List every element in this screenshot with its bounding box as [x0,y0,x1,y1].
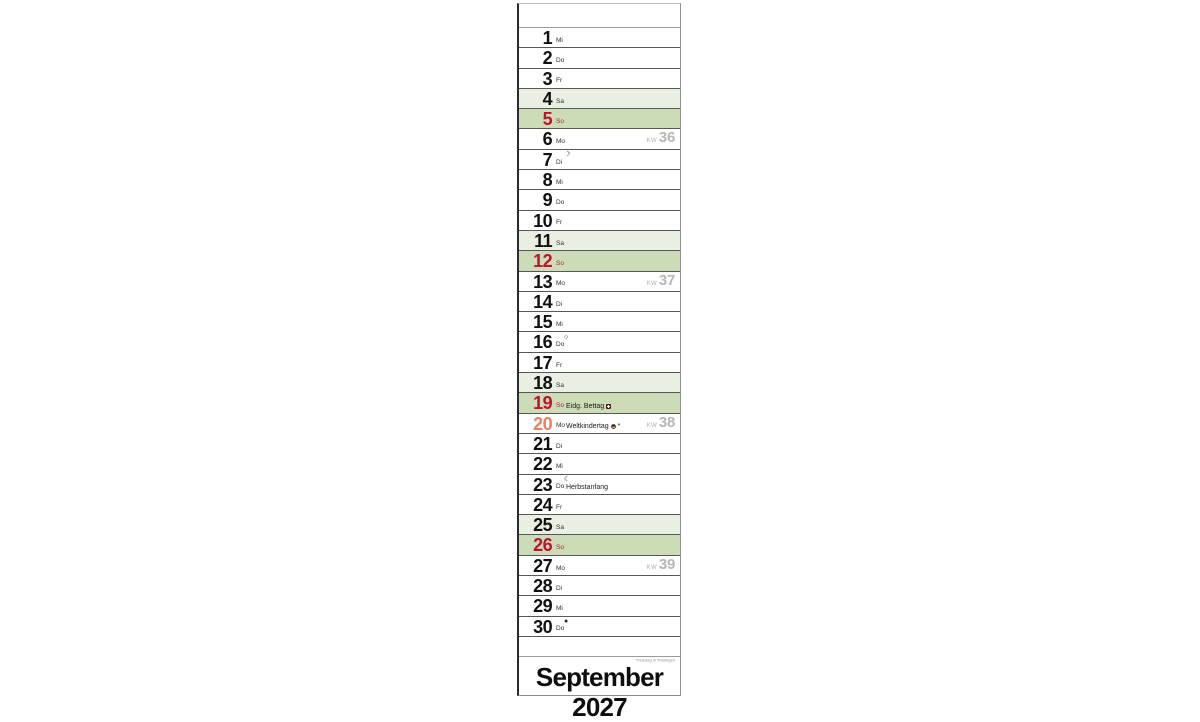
day-number: 2 [542,48,552,69]
day-rows [519,28,680,637]
weekday-label: So [556,402,564,410]
day-number: 20 [533,413,552,434]
kw-value: 38 [658,413,675,431]
day-number: 23 [533,474,552,495]
weekday-label: So [556,260,564,268]
day-row [519,495,680,515]
day-number: 26 [533,535,552,556]
day-number: 13 [533,271,552,292]
weekday-label: Sa [556,523,564,531]
day-number: 28 [533,576,552,597]
day-number: 25 [533,515,552,536]
holiday-entry [566,484,608,491]
day-row [519,617,680,637]
weekday-label: Sa [556,381,564,389]
weekday-label: Fr [556,361,563,369]
weekday-label: Do [556,483,565,491]
calendar-strip [517,3,681,722]
day-row [519,576,680,596]
weekday-label: Mo [556,138,566,146]
strip-footer [519,657,680,722]
day-number: 27 [533,555,552,576]
day-row [519,28,680,48]
day-row [519,89,680,109]
day-row [519,272,680,292]
weekday-label: Di [556,300,563,308]
full-moon-icon: ○ [564,333,569,341]
strip-notes-blank [519,637,680,657]
weekday-label: Sa [556,97,564,105]
day-row [519,434,680,454]
kw-prefix-label: KW [646,564,657,571]
day-number: 14 [533,291,552,312]
day-row [519,596,680,616]
weekday-label: Fr [556,77,563,85]
weekday-label: Di [556,158,563,166]
week-number [647,130,675,146]
day-number: 3 [542,68,552,89]
weekday-label: Mo [556,280,566,288]
day-number: 9 [542,190,552,211]
day-row [519,251,680,271]
day-row [519,556,680,576]
kw-prefix-label: KW [646,280,657,287]
month-title: September 2027 [535,661,664,722]
day-row [519,414,680,434]
weekday-label: Fr [556,503,563,511]
day-number: 10 [533,210,552,231]
day-number: 17 [533,352,552,373]
week-number [647,415,675,431]
day-row [519,170,680,190]
day-row [519,190,680,210]
weekday-label: Mi [556,178,563,186]
footnote-marker: * [617,423,621,431]
day-row [519,150,680,170]
week-number [647,273,675,289]
week-number [647,557,675,573]
day-number: 16 [533,332,552,353]
day-row [519,69,680,89]
weekday-label: Sa [556,239,564,247]
day-row [519,312,680,332]
weekday-label: Do [556,199,565,207]
holiday-name: Weltkindertag [566,423,609,431]
swiss-flag-icon [606,404,611,409]
day-row [519,535,680,555]
day-number: 11 [534,230,552,251]
day-number: 1 [542,28,552,48]
day-row [519,48,680,68]
day-number: 29 [533,596,552,617]
kw-value: 37 [658,271,675,289]
day-row [519,393,680,413]
weekday-label: Di [556,442,563,450]
holiday-entry [566,403,611,410]
day-row [519,475,680,495]
day-row [519,211,680,231]
weekday-label: Do [556,341,565,349]
day-number: 5 [542,109,552,130]
kw-value: 36 [658,129,675,147]
german-flag-icon [611,424,616,429]
day-number: 8 [542,170,552,191]
day-number: 15 [533,312,552,333]
weekday-label: Mo [556,422,566,430]
day-row [519,515,680,535]
day-number: 24 [533,494,552,515]
day-number: 4 [542,88,552,109]
day-number: 7 [542,149,552,170]
weekday-label: Mi [556,36,563,44]
weekday-label: Mi [556,605,563,613]
strip-header-blank [519,4,680,28]
day-row [519,332,680,352]
day-row [519,231,680,251]
weekday-label: So [556,117,564,125]
weekday-label: Mo [556,564,566,572]
holiday-name: Eidg. Bettag [566,403,605,411]
new-moon-icon: ● [564,618,569,626]
kw-prefix-label: KW [646,422,657,429]
day-number: 21 [533,433,552,454]
weekday-label: Di [556,584,563,592]
weekday-label: Mi [556,320,563,328]
day-number: 6 [542,129,552,150]
kw-value: 39 [658,555,675,573]
weekday-label: Do [556,625,565,633]
weekday-label: Fr [556,219,563,227]
day-number: 12 [533,251,552,272]
holiday-entry [566,423,620,430]
day-row [519,109,680,129]
weekday-label: Do [556,57,565,65]
day-number: 30 [533,616,552,637]
day-row [519,454,680,474]
last-quarter-moon-icon: ☾ [564,476,571,484]
first-quarter-moon-icon: ☽ [564,151,571,159]
day-number: 19 [533,393,552,414]
weekday-label: So [556,544,564,552]
day-row [519,292,680,312]
footnote-text: *Feiertag in Thüringen [635,657,675,663]
day-row [519,129,680,149]
holiday-name: Herbstanfang [566,484,609,492]
day-number: 18 [533,373,552,394]
weekday-label: Mi [556,463,563,471]
day-number: 22 [533,454,552,475]
kw-prefix-label: KW [646,138,657,145]
day-row [519,373,680,393]
day-row [519,353,680,373]
